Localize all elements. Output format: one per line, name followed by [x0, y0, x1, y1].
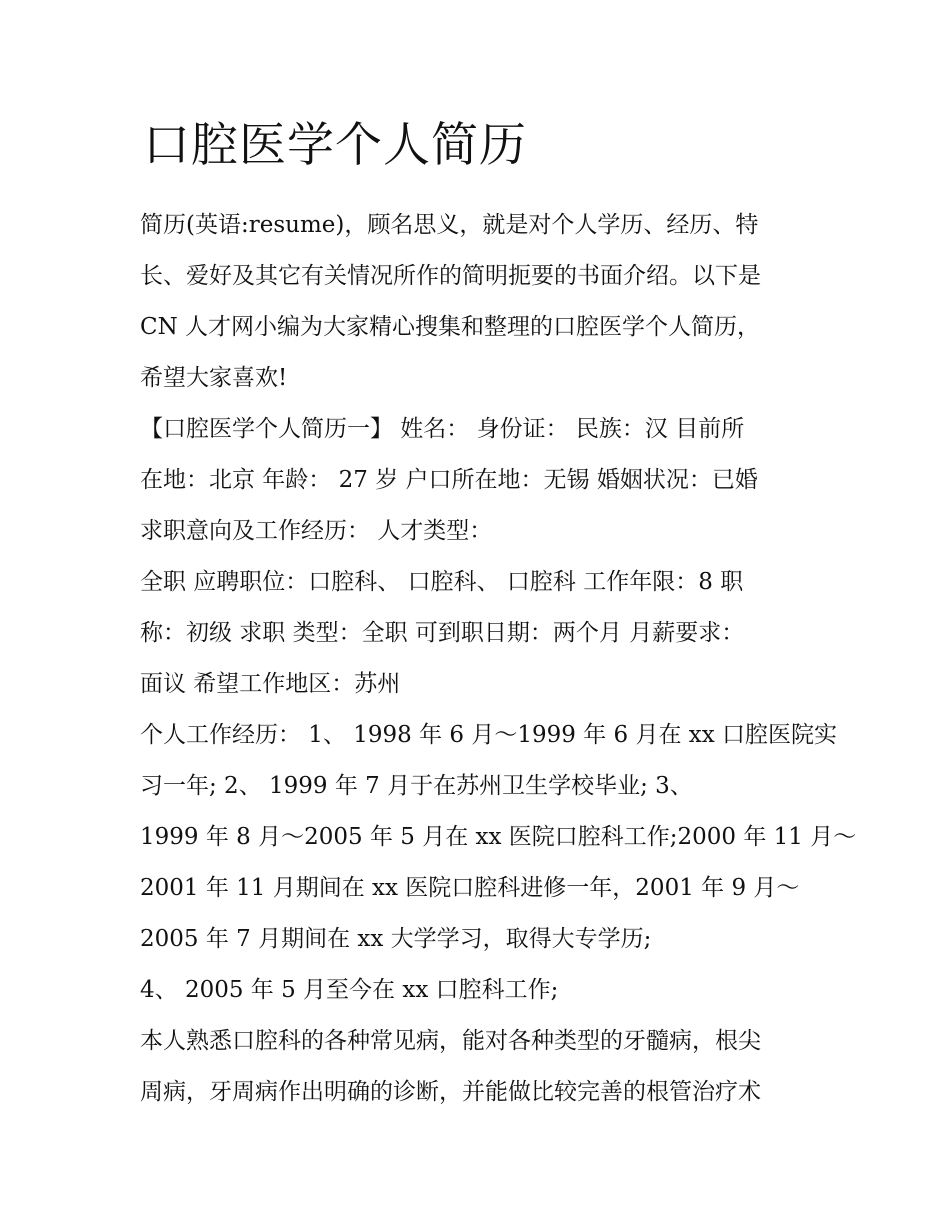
text-line: 在地：北京 年龄： 27 岁 户口所在地：无锡 婚姻状况：已婚 — [140, 467, 758, 493]
text-line: 简历(英语:resume)，顾名思义，就是对个人学历、经历、特 — [140, 212, 759, 238]
text-line: 【口腔医学个人简历一】 姓名： 身份证： 民族：汉 目前所 — [140, 416, 745, 442]
text-line: 1999 年 8 月～2005 年 5 月在 xx 医院口腔科工作;2000 年 11 月～ — [140, 824, 857, 850]
text-line: 2001 年 11 月期间在 xx 医院口腔科进修一年，2001 年 9 月～ — [140, 875, 800, 901]
text-line: 4、 2005 年 5 月至今在 xx 口腔科工作; — [140, 977, 559, 1003]
text-line: 全职 应聘职位：口腔科、 口腔科、 口腔科 工作年限：8 职 — [140, 569, 744, 595]
text-line: 个人工作经历： 1、 1998 年 6 月～1999 年 6 月在 xx 口腔医院实 — [140, 722, 838, 748]
text-line: 面议 希望工作地区：苏州 — [140, 671, 401, 697]
text-line: 长、爱好及其它有关情况所作的简明扼要的书面介绍。以下是 — [140, 263, 761, 289]
text-line: 习一年; 2、 1999 年 7 月于在苏州卫生学校毕业; 3、 — [140, 773, 693, 799]
text-line: 2005 年 7 月期间在 xx 大学学习，取得大专学历; — [140, 926, 652, 952]
text-line: CN 人才网小编为大家精心搜集和整理的口腔医学个人简历， — [140, 314, 761, 340]
text-line: 周病，牙周病作出明确的诊断，并能做比较完善的根管治疗术 — [140, 1079, 761, 1105]
text-line: 称：初级 求职 类型：全职 可到职日期：两个月 月薪要求： — [140, 620, 745, 646]
text-line: 本人熟悉口腔科的各种常见病，能对各种类型的牙髓病，根尖 — [140, 1028, 761, 1054]
document-body — [140, 200, 857, 1118]
page-title: 口腔医学个人简历 — [143, 118, 527, 173]
text-line: 求职意向及工作经历： 人才类型： — [140, 518, 493, 544]
text-line: 希望大家喜欢! — [140, 365, 288, 391]
